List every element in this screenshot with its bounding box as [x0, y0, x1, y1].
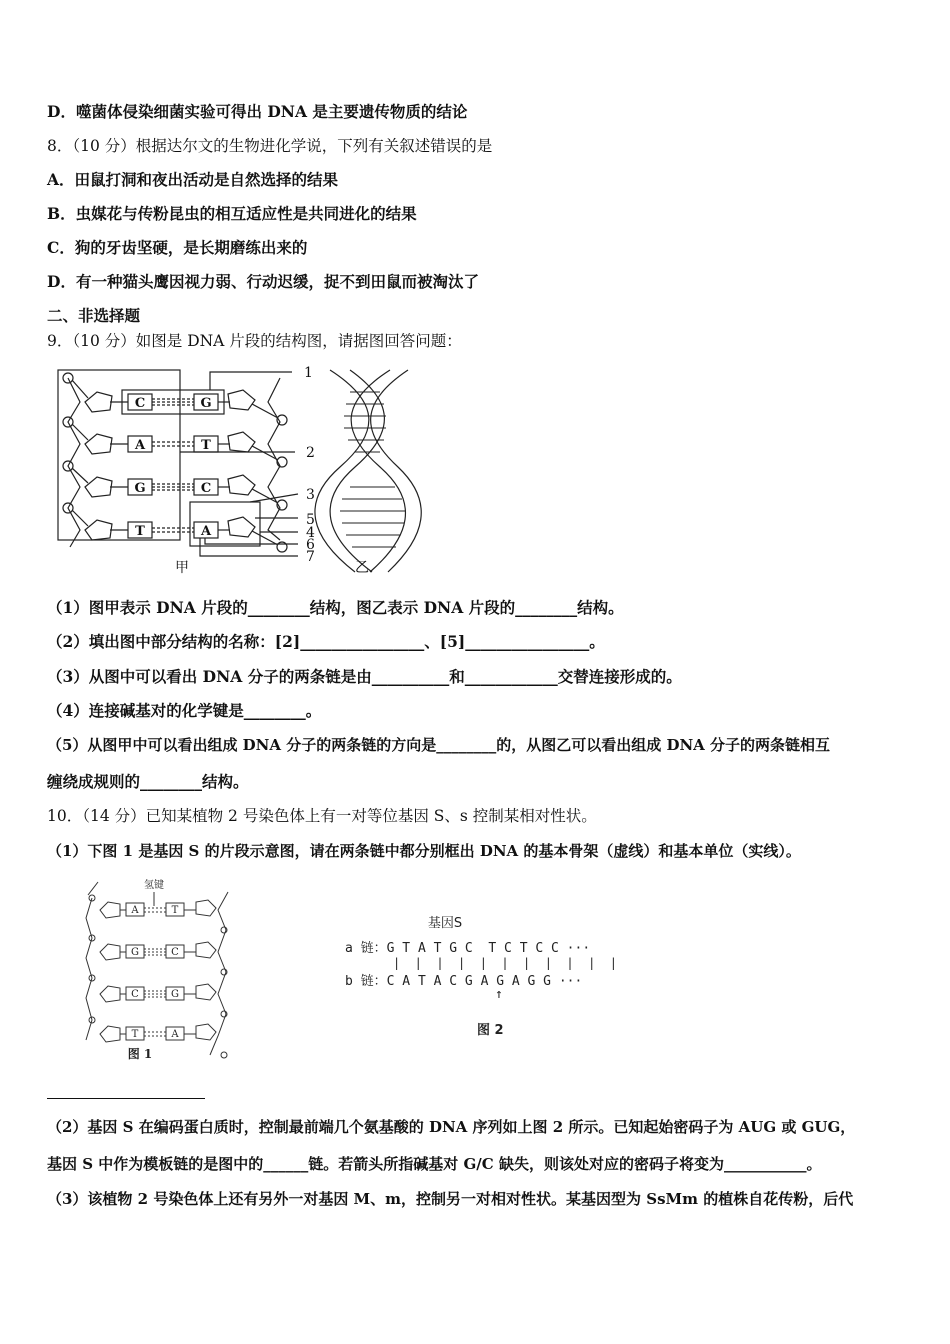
q9-stem: 9．（10 分）如图是 DNA 片段的结构图，请据图回答问题： [47, 332, 462, 350]
q9-part1: （1）图甲表示 DNA 片段的________结构，图乙表示 DNA 片段的________结构。 [47, 598, 624, 617]
label-5: 5 [306, 512, 315, 528]
fig1-base-l1: A [131, 905, 139, 916]
q10-stem: 10．（14 分）已知某植物 2 号染色体上有一对等位基因 S、s 控制某相对性状。 [47, 807, 597, 825]
q9-part5-line2: 缠绕成规则的________结构。 [47, 772, 249, 791]
q8-option-a: A．田鼠打洞和夜出活动是自然选择的结果 [47, 170, 339, 189]
base-left-2: A [134, 438, 146, 453]
q10-part3: （3）该植物 2 号染色体上还有另外一对基因 M、m，控制另一对相对性状。某基因型为 SsMm 的植株自花传粉，后代 [47, 1190, 854, 1208]
label-2: 2 [306, 445, 315, 461]
q8-option-d: D．有一种猫头鹰因视力弱、行动迟缓，捉不到田鼠而被淘汰了 [47, 272, 479, 291]
base-right-2: T [201, 438, 211, 453]
fig1-base-r3: G [171, 989, 179, 1000]
fig1-base-l2: G [131, 947, 139, 958]
fig2-title: 基因S [427, 916, 463, 931]
fig1-base-r4: A [171, 1029, 179, 1040]
q8-option-b: B．虫媒花与传粉昆虫的相互适应性是共同进化的结果 [47, 204, 417, 223]
fig2-b-chain: b 链：C A T A C G A G A G G ··· [345, 974, 583, 989]
q10-figure2 [345, 912, 617, 1038]
base-right-1: G [200, 396, 212, 411]
fig2-a-chain: a 链：G T A T G C T C T C C ··· [345, 941, 591, 956]
q9-part5-line1: （5）从图甲中可以看出组成 DNA 分子的两条链的方向是________的，从图乙可以看出组成 DNA 分子的两条链相互 [47, 736, 831, 754]
q10-part1: （1）下图 1 是基因 S 的片段示意图，请在两条链中都分别框出 DNA 的基本骨架（虚线）和基本单位（实线）。 [47, 842, 801, 860]
q9-part2: （2）填出图中部分结构的名称：[2]________________、[5]________________。 [47, 632, 605, 651]
fig2-arrow: ↑ [495, 987, 503, 1002]
base-left-3: G [134, 481, 146, 496]
fig2-bars: | | | | | | | | | | | [393, 956, 617, 970]
fig1-base-l4: T [131, 1029, 139, 1040]
q9-part3: （3）从图中可以看出 DNA 分子的两条链是由__________和____________交替连接形成的。 [47, 667, 682, 686]
q8-option-c: C．狗的牙齿坚硬，是长期磨练出来的 [47, 238, 308, 257]
label-yi: 乙 [355, 560, 369, 576]
q9-dna-figure [50, 362, 430, 577]
q9-part4: （4）连接碱基对的化学键是________。 [47, 701, 322, 720]
base-left-4: T [135, 524, 145, 539]
label-4: 4 [306, 525, 315, 541]
q10-part2-line1: （2）基因 S 在编码蛋白质时，控制最前端几个氨基酸的 DNA 序列如上图 2 所示。已知起始密码子为 AUG 或 GUG， [47, 1118, 856, 1136]
base-right-4: A [200, 524, 212, 539]
fig1-base-r2: C [171, 947, 179, 958]
label-3: 3 [306, 487, 315, 503]
fig1-base-l3: C [131, 989, 139, 1000]
label-1: 1 [304, 365, 313, 381]
fig2-caption: 图 2 [477, 1023, 504, 1038]
q10-part2-line2: 基因 S 中作为模板链的是图中的______链。若箭头所指碱基对 G/C 缺失，则该处对应的密码子将变为___________。 [47, 1155, 822, 1173]
q8-stem: 8．（10 分）根据达尔文的生物进化学说，下列有关叙述错误的是 [47, 137, 493, 155]
label-7: 7 [306, 549, 315, 565]
fig1-base-r1: T [171, 905, 179, 916]
q10-figure1 [78, 870, 248, 1065]
label-jia: 甲 [175, 560, 189, 576]
q7-option-d: D．噬菌体侵染细菌实验可得出 DNA 是主要遗传物质的结论 [47, 102, 468, 121]
section-heading: 二、非选择题 [47, 306, 141, 325]
fig1-caption: 图 1 [127, 1047, 153, 1061]
base-left-1: C [134, 396, 146, 411]
separator-line [47, 1098, 205, 1099]
label-6: 6 [306, 537, 315, 553]
hbond-label: 氢键 [144, 880, 164, 891]
base-right-3: C [200, 481, 212, 496]
